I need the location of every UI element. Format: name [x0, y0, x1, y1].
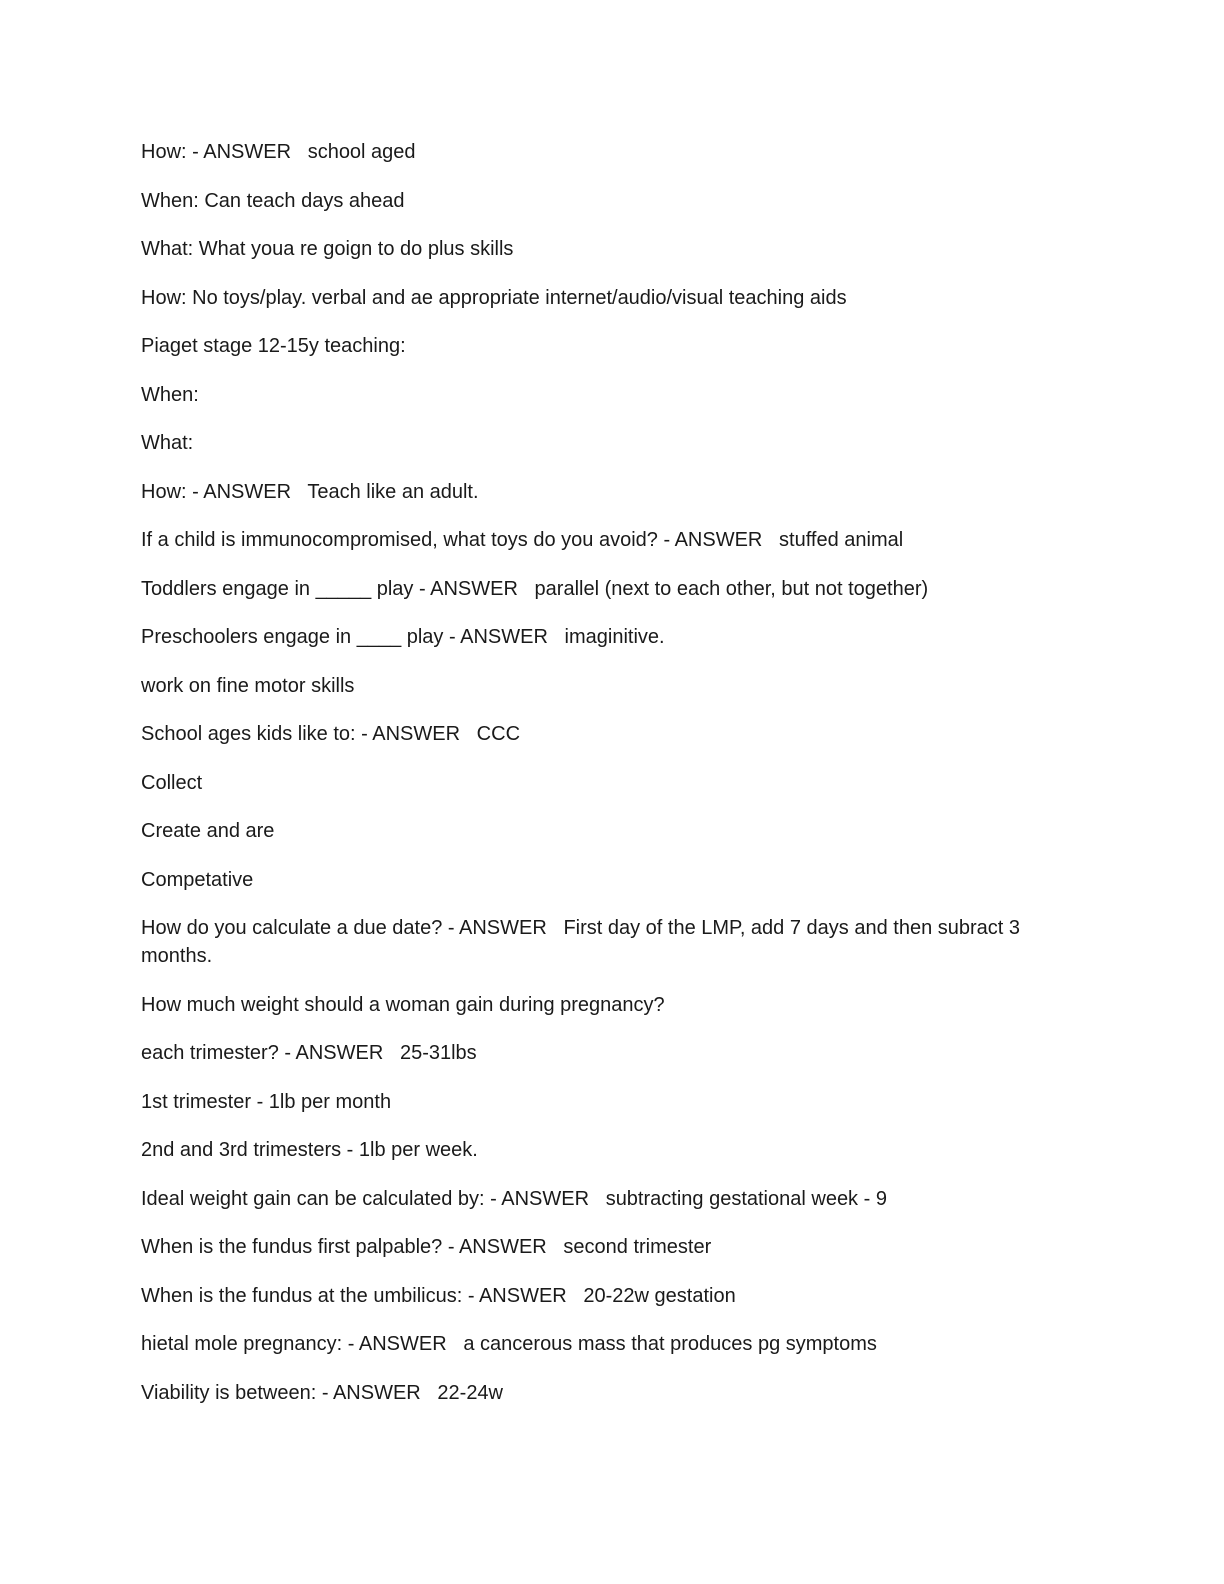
paragraph: Viability is between: - ANSWER 22-24w — [141, 1381, 504, 1404]
paragraph: When is the fundus at the umbilicus: - ANSWER 20-22w gestation — [141, 1284, 736, 1307]
paragraph: Collect — [141, 771, 203, 794]
paragraph: How much weight should a woman gain during pregnancy? — [141, 993, 665, 1016]
paragraph: each trimester? - ANSWER 25-31lbs — [141, 1042, 477, 1064]
paragraph: Ideal weight gain can be calculated by: - ANSWER subtracting gestational week - 9 — [141, 1187, 887, 1210]
paragraph: School ages kids like to: - ANSWER CCC — [141, 723, 521, 745]
paragraph: If a child is immunocompromised, what toys do you avoid? - ANSWER stuffed animal — [141, 529, 904, 551]
paragraph: How: No toys/play. verbal and ae appropriate internet/audio/visual teaching aids — [141, 286, 847, 309]
paragraph: When: — [141, 383, 199, 406]
paragraph: How: - ANSWER school aged — [141, 141, 416, 163]
paragraph: Toddlers engage in _____ play - ANSWER parallel (next to each other, but not together) — [141, 577, 929, 600]
paragraph: 1st trimester - 1lb per month — [141, 1090, 392, 1113]
paragraph: work on fine motor skills — [141, 674, 355, 697]
paragraph: 2nd and 3rd trimesters - 1lb per week. — [141, 1139, 478, 1161]
paragraph: When: Can teach days ahead — [141, 189, 405, 212]
paragraph: What: — [141, 432, 194, 454]
paragraph: Preschoolers engage in ____ play - ANSWER imaginitive. — [141, 626, 665, 648]
paragraph: Competative — [141, 868, 254, 891]
paragraph: How: - ANSWER Teach like an adult. — [141, 480, 479, 503]
paragraph: Create and are — [141, 820, 275, 842]
paragraph: When is the fundus first palpable? - ANSWER second trimester — [141, 1236, 712, 1258]
paragraph: How do you calculate a due date? - ANSWER First day of the LMP, add 7 days and then subract 3 months. — [141, 917, 1026, 967]
paragraph: hietal mole pregnancy: - ANSWER a cancerous mass that produces pg symptoms — [141, 1333, 877, 1355]
document-body — [141, 138, 1041, 1427]
paragraph: Piaget stage 12-15y teaching: — [141, 335, 406, 357]
paragraph: What: What youa re goign to do plus skills — [141, 238, 514, 260]
